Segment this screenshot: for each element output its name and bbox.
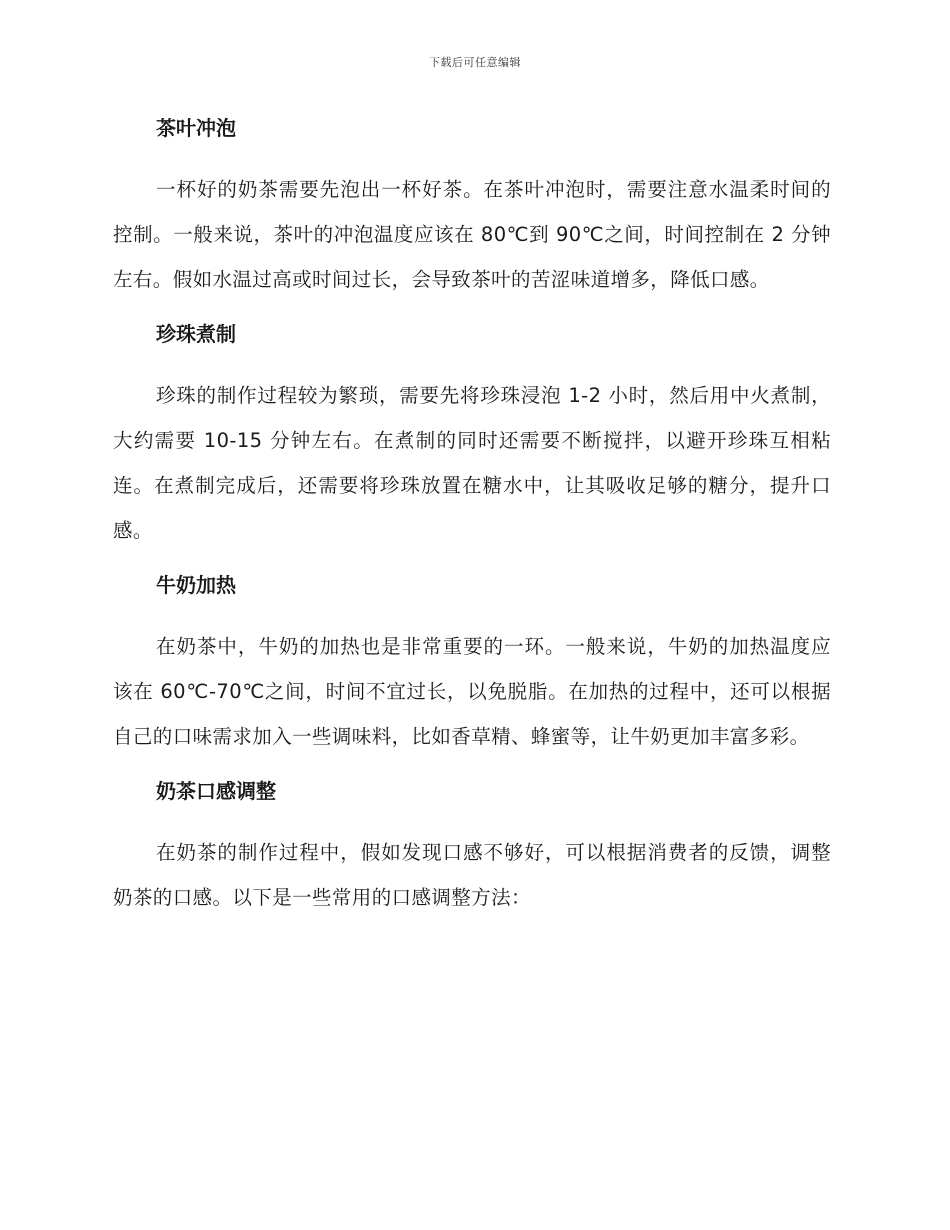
section-paragraph-tea-brewing: 一杯好的奶茶需要先泡出一杯好茶。在茶叶冲泡时，需要注意水温柔时间的控制。一般来说，茶叶的冲泡温度应该在 80℃到 90℃之间，时间控制在 2 分钟左右。假如水温过高或时间过长，会导致茶叶的苦涩味道增多，降低口感。 <box>113 178 831 291</box>
section-heading-taste-adjustment: 奶茶口感调整 <box>156 779 276 803</box>
section-heading-pearl-cooking: 珍珠煮制 <box>156 322 236 346</box>
section-paragraph-milk-heating: 在奶茶中，牛奶的加热也是非常重要的一环。一般来说，牛奶的加热温度应该在 60℃-70℃之间，时间不宜过长，以免脱脂。在加热的过程中，还可以根据自己的口味需求加入一些调味料，比如香草精、蜂蜜等，让牛奶更加丰富多彩。 <box>113 635 831 748</box>
section-paragraph-pearl-cooking: 珍珠的制作过程较为繁琐，需要先将珍珠浸泡 1-2 小时，然后用中火煮制，大约需要 10-15 分钟左右。在煮制的同时还需要不断搅拌，以避开珍珠互相粘连。在煮制完成后，还需要将珍珠放置在糖水中，让其吸收足够的糖分，提升口感。 <box>113 384 831 542</box>
section-heading-tea-brewing: 茶叶冲泡 <box>156 116 236 140</box>
section-paragraph-taste-adjustment: 在奶茶的制作过程中，假如发现口感不够好，可以根据消费者的反馈，调整奶茶的口感。以下是一些常用的口感调整方法： <box>113 841 831 909</box>
section-heading-milk-heating: 牛奶加热 <box>156 573 236 597</box>
document-body <box>113 112 831 920</box>
header-note: 下载后可任意编辑 <box>429 56 521 69</box>
